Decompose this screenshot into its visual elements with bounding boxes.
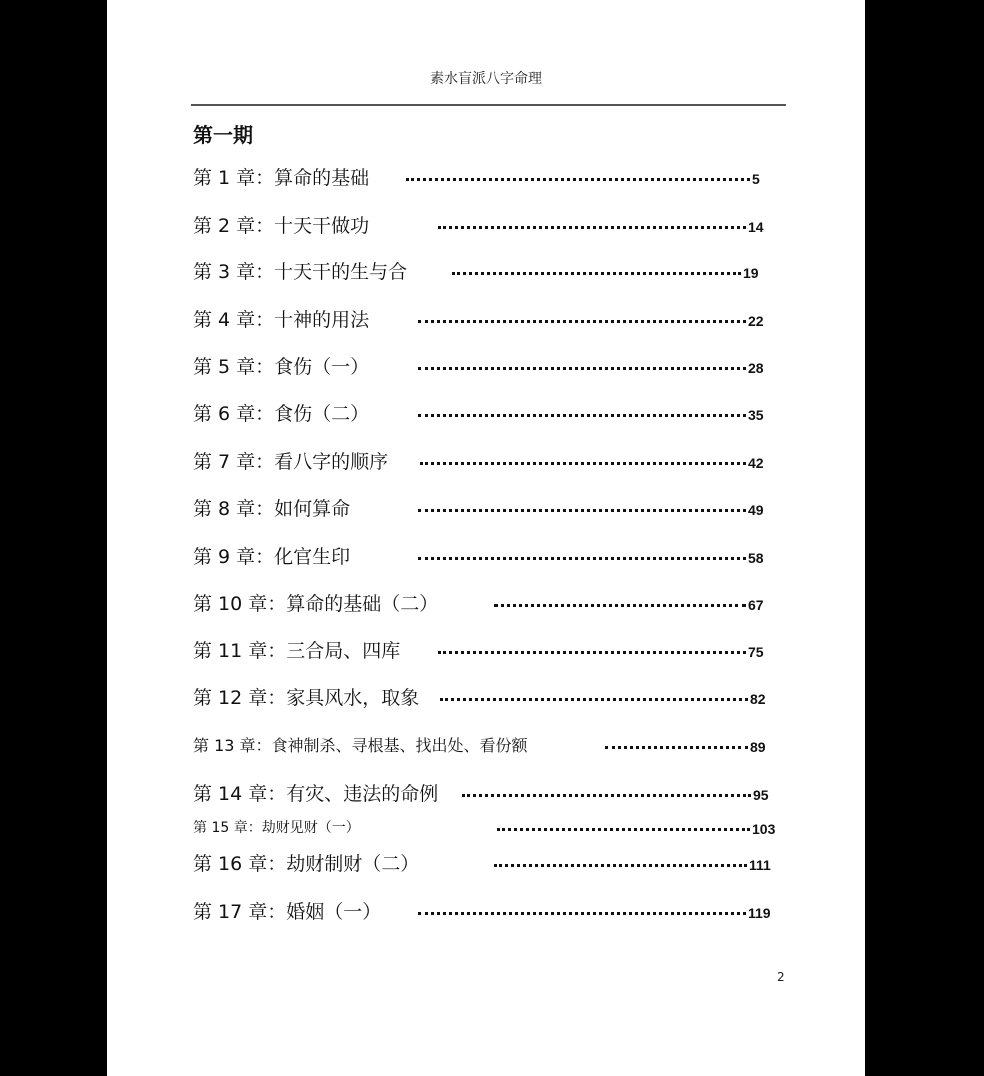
toc-entry-page: 35 xyxy=(748,407,764,423)
toc-entry[interactable] xyxy=(107,851,865,877)
toc-entry[interactable] xyxy=(107,401,865,427)
toc-entry[interactable] xyxy=(107,213,865,239)
toc-entry-page: 22 xyxy=(748,313,764,329)
page-number: 2 xyxy=(777,970,785,984)
toc-entry-page: 119 xyxy=(748,905,771,921)
dot-leader xyxy=(418,912,746,915)
dot-leader xyxy=(406,178,750,181)
toc-entry-page: 28 xyxy=(748,360,764,376)
toc-entry[interactable] xyxy=(107,733,865,759)
toc-entry-label: 第 15 章：劫财见财（一） xyxy=(193,820,360,836)
toc-entry[interactable] xyxy=(107,638,865,664)
toc-entry[interactable] xyxy=(107,449,865,475)
dot-leader xyxy=(605,746,748,749)
toc-entry-label: 第 6 章：食伤（二） xyxy=(193,403,370,425)
toc-entry[interactable] xyxy=(107,354,865,380)
toc-entry-label: 第 7 章：看八字的顺序 xyxy=(193,451,389,473)
toc-entry-page: 5 xyxy=(752,171,760,187)
toc-entry-label: 第 14 章：有灾、违法的命例 xyxy=(193,783,439,805)
toc-entry-label: 第 10 章：算命的基础（二） xyxy=(193,593,439,615)
toc-entry-page: 67 xyxy=(748,597,764,613)
dot-leader xyxy=(494,604,746,607)
toc-entry-label: 第 8 章：如何算命 xyxy=(193,498,351,520)
toc-entry-label: 第 3 章：十天干的生与合 xyxy=(193,261,408,283)
dot-leader xyxy=(418,509,746,512)
dot-leader xyxy=(462,794,751,797)
toc-entry-page: 111 xyxy=(749,857,771,873)
toc-entry[interactable] xyxy=(107,591,865,617)
dot-leader xyxy=(452,272,741,275)
toc-entry-label: 第 13 章：食神制杀、寻根基、找出处、看份额 xyxy=(193,736,528,755)
toc-entry-label: 第 16 章：劫财制财（二） xyxy=(193,853,420,875)
toc-entry-label: 第 11 章：三合局、四库 xyxy=(193,640,401,662)
toc-entry[interactable] xyxy=(107,259,865,285)
dot-leader xyxy=(420,462,746,465)
toc-entry-label: 第 12 章：家具风水，取象 xyxy=(193,687,420,709)
toc-entry-label: 第 5 章：食伤（一） xyxy=(193,356,370,378)
section-title: 第一期 xyxy=(193,123,253,147)
toc-entry[interactable] xyxy=(107,685,865,711)
toc-entry-page: 14 xyxy=(748,219,764,235)
toc-entry-page: 95 xyxy=(753,787,769,803)
toc-entry[interactable] xyxy=(107,781,865,807)
dot-leader xyxy=(440,698,748,701)
toc-entry-page: 89 xyxy=(750,739,766,755)
dot-leader xyxy=(418,414,746,417)
toc-entry-label: 第 17 章：婚姻（一） xyxy=(193,901,382,923)
toc-entry[interactable] xyxy=(107,544,865,570)
dot-leader xyxy=(418,367,746,370)
toc-entry[interactable] xyxy=(107,307,865,333)
toc-entry-page: 42 xyxy=(748,455,764,471)
dot-leader xyxy=(497,828,750,831)
toc-entry[interactable] xyxy=(107,815,865,841)
dot-leader xyxy=(418,557,746,560)
toc-entry-label: 第 1 章：算命的基础 xyxy=(193,167,370,189)
dot-leader xyxy=(438,651,746,654)
dot-leader xyxy=(494,864,747,867)
toc-entry-page: 75 xyxy=(748,644,764,660)
toc-entry-label: 第 4 章：十神的用法 xyxy=(193,309,370,331)
toc-entry-page: 82 xyxy=(750,691,766,707)
toc-entry-page: 49 xyxy=(748,502,764,518)
dot-leader xyxy=(438,226,746,229)
toc-entry-page: 19 xyxy=(743,265,759,281)
toc-entry-page: 103 xyxy=(752,821,776,837)
page-header: 素水盲派八字命理 xyxy=(430,71,542,87)
toc-entry[interactable] xyxy=(107,496,865,522)
toc-entry[interactable] xyxy=(107,165,865,191)
toc-entry[interactable] xyxy=(107,899,865,925)
toc-entry-page: 58 xyxy=(748,550,764,566)
dot-leader xyxy=(418,320,746,323)
toc-entry-label: 第 9 章：化官生印 xyxy=(193,546,351,568)
document-page xyxy=(107,0,865,1076)
toc-entry-label: 第 2 章：十天干做功 xyxy=(193,215,370,237)
header-divider xyxy=(191,104,786,106)
